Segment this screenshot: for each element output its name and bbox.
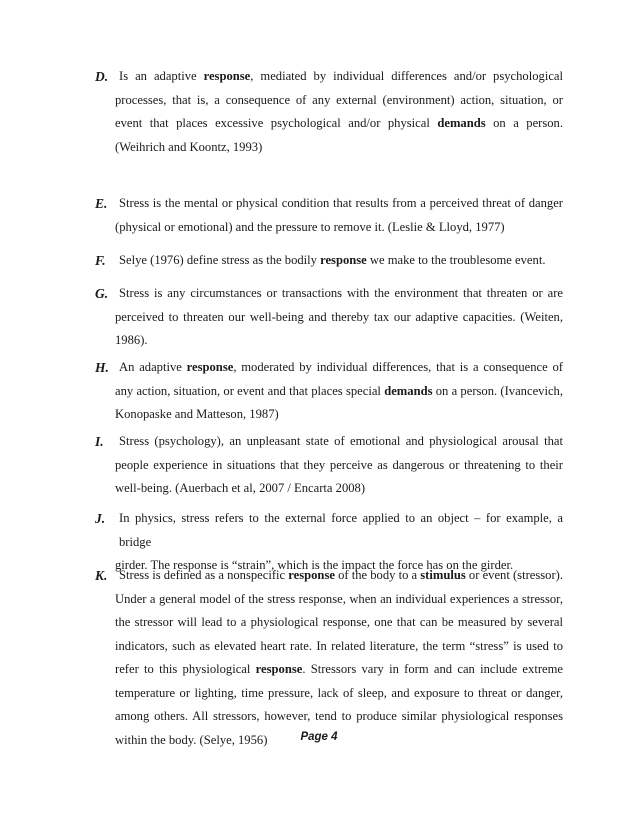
text-line: Under a general model of the stress response, when an individual experiences a stressor, (115, 591, 563, 606)
text-line: Stress is any circumstances or transactions with the environment that threaten or are (119, 286, 563, 300)
entry-letter: I. (95, 434, 104, 449)
bold-term: response (320, 253, 367, 267)
bold-term: stimulus (420, 568, 466, 582)
definition-entry (95, 430, 563, 501)
bold-term: response (288, 568, 335, 582)
text-line: within the body. (Selye, 1956) (115, 732, 268, 747)
bold-term: demands (437, 116, 486, 130)
text-line: temperature or lighting, time pressure, lack of sleep, and exposure to threat or danger, (115, 685, 563, 700)
bold-term: response (255, 662, 303, 676)
text-line: refer to this physiological response. Stressors vary in form and can include extreme (115, 662, 563, 676)
entry-letter: G. (95, 286, 109, 301)
text-line: Stress is defined as a nonspecific response of the body to a stimulus or event (stressor). (119, 568, 564, 582)
definition-entry (95, 249, 563, 273)
definition-entry (95, 356, 563, 427)
text-line: any action, situation, or event and that places special demands on a person. (Ivancevich, (115, 383, 563, 398)
text-line: (Weihrich and Koontz, 1993) (115, 139, 263, 154)
text-line: perceived to threaten our well-being and thereby tax our adaptive capacities. (Weiten, (115, 309, 563, 324)
bold-term: response (186, 360, 234, 374)
text-line: among others. All stressors, however, tend to produce similar physiological responses (115, 709, 563, 723)
entry-letter: E. (95, 196, 108, 211)
bold-term: response (203, 69, 251, 83)
text-line: girder. The response is “strain”, which is the impact the force has on the girder. (115, 558, 514, 572)
definition-entry (95, 65, 563, 159)
text-line: Stress is the mental or physical condition that results from a perceived threat of danger (119, 196, 563, 210)
text-line: In physics, stress refers to the external force applied to an object – for example, a bridge (119, 511, 563, 549)
text-line: Konopaske and Matteson, 1987) (115, 407, 279, 421)
page-number: Page 4 (300, 731, 338, 743)
entry-letter: K. (95, 568, 108, 583)
entry-letter: H. (95, 360, 109, 375)
text-line: Stress (psychology), an unpleasant state of emotional and physiological arousal that (119, 434, 563, 448)
definition-entry (95, 564, 563, 752)
bold-term: demands (384, 383, 433, 398)
text-line: people experience in situations that they perceive as dangerous or threatening to their (115, 457, 563, 472)
definition-entry (95, 282, 563, 353)
entry-letter: J. (95, 511, 106, 526)
entry-letter: D. (95, 69, 109, 84)
text-line: well-being. (Auerbach et al, 2007 / Encarta 2008) (115, 481, 366, 495)
text-line: 1986). (115, 333, 148, 347)
text-line: indicators, such as elevated heart rate. In related literature, the term “stress” is used to (115, 638, 563, 653)
text-line: An adaptive response, moderated by individual differences, that is a consequence of (119, 360, 563, 374)
entry-letter: F. (95, 253, 106, 268)
text-line: Is an adaptive response, mediated by individual differences and/or psychological (119, 69, 563, 83)
text-line: processes, that is, a consequence of any external (environment) action, situation, or (115, 92, 563, 107)
text-line: (physical or emotional) and the pressure to remove it. (Leslie & Lloyd, 1977) (115, 219, 505, 234)
definition-entry (95, 192, 563, 239)
text-line: the stressor will lead to a physiological response, one that can be measured by several (115, 615, 563, 629)
text-line: Selye (1976) define stress as the bodily response we make to the troublesome event. (119, 253, 546, 267)
text-line: event that places excessive psychological and/or physical demands on a person. (115, 116, 563, 130)
